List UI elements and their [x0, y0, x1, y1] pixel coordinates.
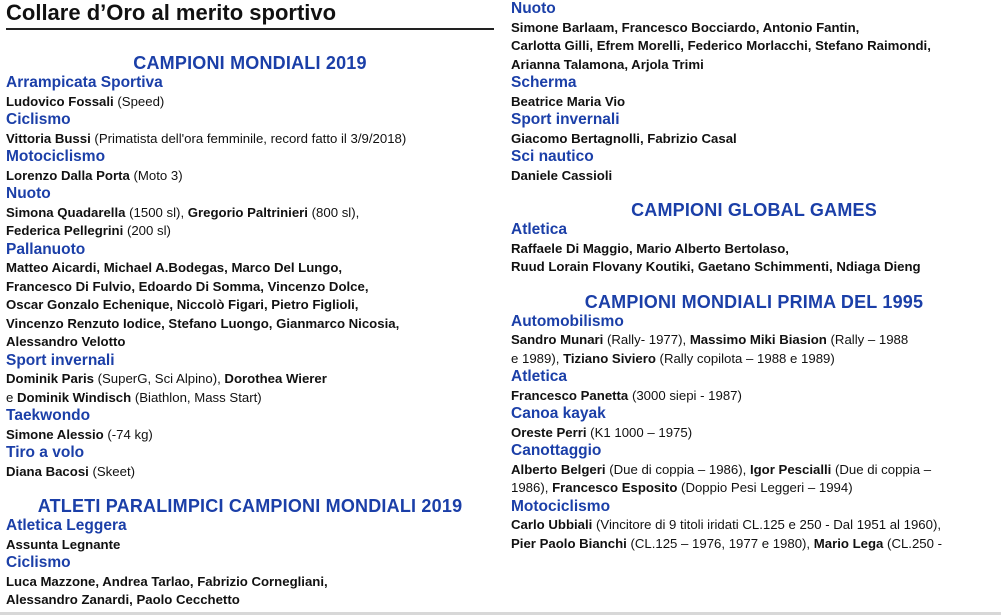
- athlete-line: [6, 370, 494, 389]
- athlete-name: Diana Bacosi: [6, 463, 89, 479]
- section-title: CAMPIONI MONDIALI PRIMA DEL 1995: [584, 291, 924, 312]
- event-detail: e: [6, 389, 17, 405]
- event-detail: (Rally copilota – 1988 e 1989): [655, 350, 835, 366]
- category-heading: Canottaggio: [511, 442, 602, 459]
- athlete-line: [6, 463, 494, 482]
- athlete-line: [6, 389, 494, 408]
- section-spacer: [6, 481, 494, 495]
- athlete-line: [511, 535, 997, 554]
- athlete-line: [6, 130, 494, 149]
- athlete-line: [6, 536, 494, 555]
- section-title: ATLETI PARALIMPICI CAMPIONI MONDIALI 2019: [37, 496, 463, 516]
- athlete-name: Simone Alessio: [6, 426, 104, 442]
- category-heading: Automobilismo: [511, 312, 624, 330]
- athlete-name: Luca Mazzone, Andrea Tarlao, Fabrizio Cornegliani,: [6, 573, 328, 589]
- athlete-line: [511, 516, 997, 535]
- athlete-line: [511, 167, 997, 186]
- category-heading: Atletica: [511, 368, 567, 385]
- title-underline: [6, 28, 494, 30]
- athlete-line: [511, 350, 997, 369]
- athlete-name: Vincenzo Renzuto Iodice, Stefano Luongo, Gianmarco Nicosia,: [6, 315, 400, 331]
- category-heading: Nuoto: [6, 185, 51, 202]
- category-heading: Sport invernali: [6, 351, 115, 369]
- category-heading: Atletica Leggera: [6, 517, 127, 534]
- athlete-name: Alessandro Velotto: [6, 334, 126, 349]
- category-heading: Motociclismo: [6, 148, 106, 165]
- athlete-line: [6, 222, 494, 241]
- athlete-name: Francesco Di Fulvio, Edoardo Di Somma, Vincenzo Dolce,: [6, 278, 369, 294]
- category-heading: Motociclismo: [511, 497, 611, 515]
- event-detail: 1986),: [511, 480, 553, 495]
- section-spacer: [511, 277, 997, 291]
- athlete-line: [511, 331, 997, 350]
- athlete-line: [511, 56, 997, 75]
- athlete-line: [6, 315, 494, 334]
- event-detail: (Doppio Pesi Leggeri – 1994): [677, 480, 853, 495]
- athlete-name: Raffaele Di Maggio, Mario Alberto Bertolaso,: [511, 240, 789, 256]
- event-detail: (800 sl),: [307, 204, 360, 220]
- athlete-name: Mario Lega: [813, 535, 884, 551]
- event-detail: (Biathlon, Mass Start): [131, 389, 262, 405]
- event-detail: (3000 siepi - 1987): [628, 387, 742, 403]
- athlete-line: [6, 259, 494, 278]
- category-heading: Ciclismo: [6, 111, 71, 128]
- athlete-name: Massimo Miki Biasion: [689, 332, 827, 347]
- athlete-name: Carlo Ubbiali: [511, 517, 593, 532]
- athlete-name: Matteo Aicardi, Michael A.Bodegas, Marco Del Lungo,: [6, 260, 343, 275]
- article-title: Collare d’Oro al merito sportivo: [6, 0, 337, 25]
- event-detail: (Rally- 1977),: [603, 332, 690, 347]
- left-column: [6, 0, 494, 610]
- athlete-name: Gregorio Paltrinieri: [187, 204, 308, 220]
- event-detail: (Rally – 1988: [826, 332, 909, 347]
- section-spacer: [511, 185, 997, 199]
- category-heading: Taekwondo: [6, 407, 91, 424]
- event-detail: e 1989),: [511, 350, 564, 366]
- event-detail: (Primatista dell'ora femminile, record fatto il 3/9/2018): [90, 130, 407, 146]
- athlete-line: [6, 426, 494, 445]
- athlete-name: Tiziano Siviero: [563, 350, 656, 366]
- event-detail: (200 sl): [123, 223, 171, 238]
- left-content: [6, 52, 494, 610]
- athlete-name: Igor Pescialli: [749, 461, 832, 477]
- athlete-line: [6, 591, 494, 610]
- event-detail: (Skeet): [88, 463, 135, 479]
- athlete-line: [6, 93, 494, 112]
- athlete-line: [6, 296, 494, 315]
- category-heading: Ciclismo: [6, 554, 71, 571]
- event-detail: (Speed): [113, 93, 165, 109]
- event-detail: (Due di coppia – 1986),: [605, 461, 750, 477]
- event-detail: (-74 kg): [103, 426, 153, 442]
- athlete-line: [511, 387, 997, 406]
- athlete-line: [511, 258, 997, 277]
- athlete-name: Ruud Lorain Flovany Koutiki, Gaetano Schimmenti, Ndiaga Dieng: [511, 259, 921, 274]
- athlete-name: Sandro Munari: [511, 332, 604, 347]
- athlete-name: Francesco Esposito: [552, 480, 678, 495]
- section-title: CAMPIONI MONDIALI 2019: [133, 53, 367, 73]
- athlete-name: Beatrice Maria Vio: [511, 93, 626, 109]
- event-detail: (K1 1000 – 1975): [586, 424, 693, 440]
- athlete-name: Alberto Belgeri: [511, 461, 606, 477]
- event-detail: (1500 sl),: [125, 204, 188, 220]
- section-title: CAMPIONI GLOBAL GAMES: [631, 200, 877, 220]
- event-detail: (Moto 3): [129, 167, 183, 183]
- athlete-name: Carlotta Gilli, Efrem Morelli, Federico Morlacchi, Stefano Raimondi,: [511, 38, 931, 53]
- athlete-name: Dominik Windisch: [17, 389, 132, 405]
- athlete-line: [511, 19, 997, 38]
- athlete-name: Simone Barlaam, Francesco Bocciardo, Antonio Fantin,: [511, 19, 860, 35]
- category-heading: Canoa kayak: [511, 405, 606, 422]
- athlete-name: Ludovico Fossali: [6, 93, 114, 109]
- category-heading: Atletica: [511, 221, 567, 238]
- athlete-line: [6, 204, 494, 223]
- event-detail: (CL.125 – 1976, 1977 e 1980),: [626, 535, 814, 551]
- athlete-name: Oscar Gonzalo Echenique, Niccolò Figari, Pietro Figlioli,: [6, 297, 359, 312]
- event-detail: (CL.250 -: [883, 535, 943, 551]
- athlete-name: Dorothea Wierer: [224, 371, 327, 386]
- athlete-line: [511, 424, 997, 443]
- event-detail: (Vincitore di 9 titoli iridati CL.125 e 250 - Dal 1951 al 1960),: [592, 517, 942, 532]
- category-heading: Sci nautico: [511, 148, 594, 165]
- athlete-name: Simona Quadarella: [6, 204, 126, 220]
- athlete-name: Arianna Talamona, Arjola Trimi: [511, 56, 704, 72]
- right-column: [511, 0, 997, 553]
- category-heading: Arrampicata Sportiva: [6, 74, 163, 91]
- athlete-line: [6, 573, 494, 592]
- athlete-line: [511, 37, 997, 56]
- athlete-name: Francesco Panetta: [511, 387, 629, 403]
- category-heading: Nuoto: [511, 0, 556, 17]
- athlete-name: Federica Pellegrini: [6, 223, 124, 238]
- athlete-name: Daniele Cassioli: [511, 167, 613, 183]
- athlete-line: [6, 278, 494, 297]
- athlete-name: Alessandro Zanardi, Paolo Cecchetto: [6, 592, 240, 607]
- athlete-name: Oreste Perri: [511, 424, 587, 440]
- event-detail: (SuperG, Sci Alpino),: [93, 371, 225, 386]
- athlete-name: Dominik Paris: [6, 371, 94, 386]
- category-heading: Tiro a volo: [6, 444, 85, 461]
- category-heading: Sport invernali: [511, 111, 620, 128]
- athlete-name: Pier Paolo Bianchi: [511, 535, 627, 551]
- athlete-line: [511, 461, 997, 480]
- athlete-name: Assunta Legnante: [6, 536, 121, 552]
- category-heading: Scherma: [511, 74, 577, 91]
- right-top-content: [511, 0, 997, 185]
- athlete-line: [6, 333, 494, 352]
- athlete-line: [511, 240, 997, 259]
- athlete-line: [511, 93, 997, 112]
- right-content: [511, 185, 997, 553]
- athlete-line: [511, 479, 997, 498]
- athlete-name: Giacomo Bertagnolli, Fabrizio Casal: [511, 130, 737, 146]
- category-heading: Pallanuoto: [6, 240, 86, 258]
- athlete-line: [511, 130, 997, 149]
- athlete-line: [6, 167, 494, 186]
- event-detail: (Due di coppia –: [831, 461, 932, 477]
- athlete-name: Vittoria Bussi: [6, 130, 91, 146]
- athlete-name: Lorenzo Dalla Porta: [6, 167, 130, 183]
